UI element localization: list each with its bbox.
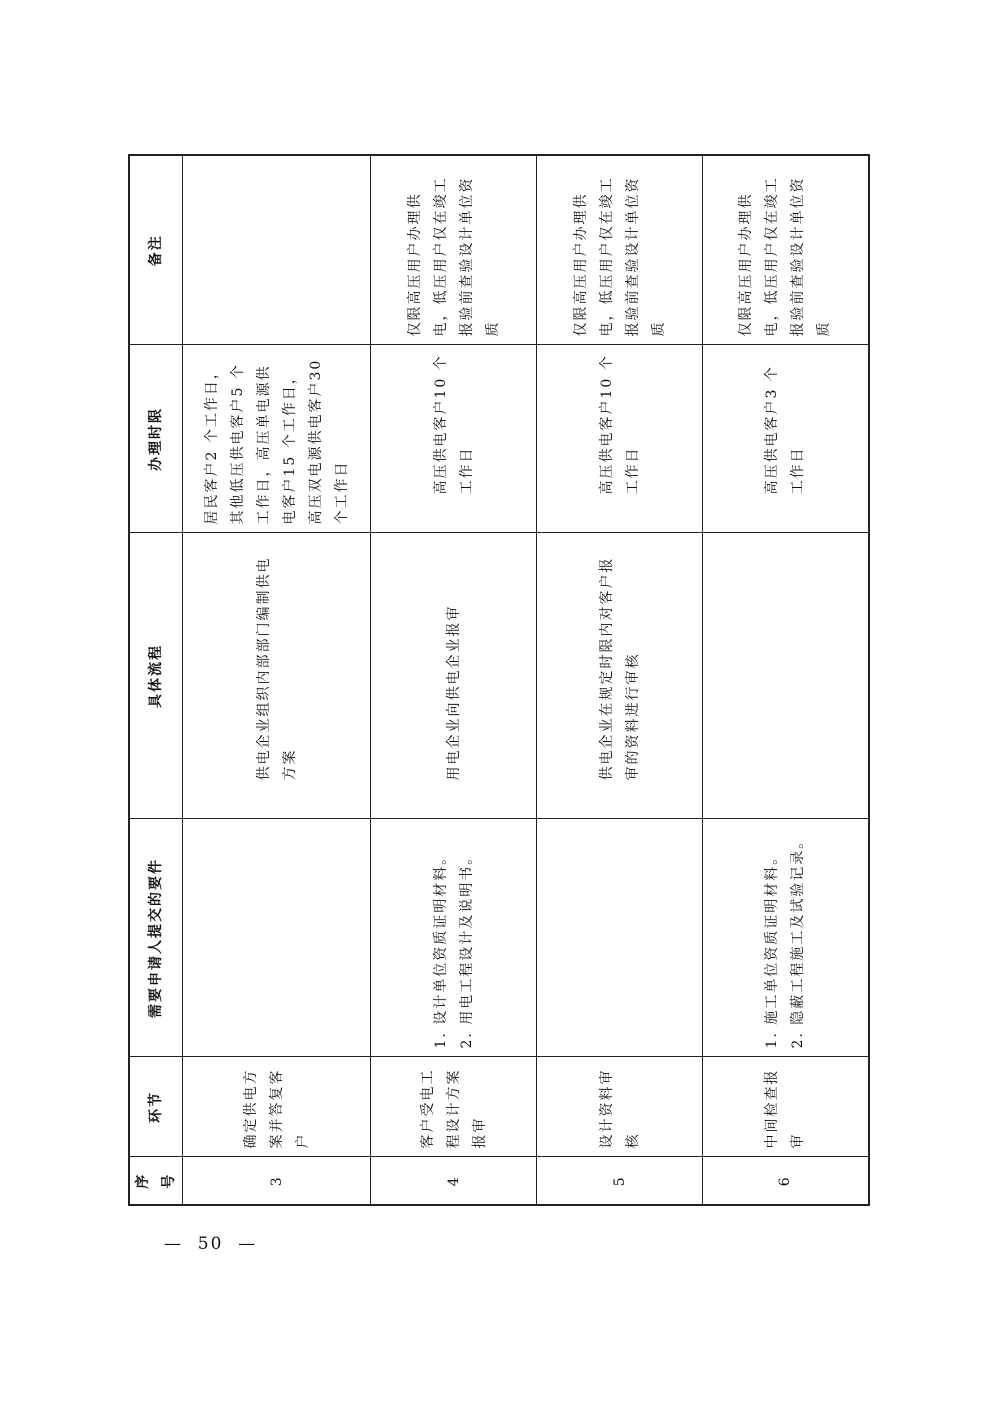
header-process: 具体流程 [129, 533, 183, 819]
cell-seq: 4 [371, 1157, 537, 1205]
rotated-table-container [128, 156, 860, 1206]
cell-seq: 5 [537, 1157, 703, 1205]
cell-materials [371, 819, 537, 1057]
cell-process: 用电企业向供电企业报审 [371, 533, 537, 819]
cell-time-limit: 高压供电客户10 个工作日 [371, 345, 537, 533]
table-row [371, 155, 537, 1205]
cell-remarks: 仅限高压用户办理供电，低压用户仅在竣工报验前查验设计单位资质 [371, 155, 537, 345]
table-row [537, 155, 703, 1205]
header-materials: 需要申请人提交的要件 [129, 819, 183, 1057]
cell-process: 供电企业组织内部部门编制供电方案 [183, 533, 371, 819]
cell-stage: 设计资料审核 [537, 1057, 703, 1157]
cell-materials [703, 819, 869, 1057]
cell-time-limit: 居民客户2 个工作日，其他低压供电客户5 个工作日，高压单电源供电客户15 个工作日，高压双电源供电客户30 个工作日 [183, 345, 371, 533]
cell-materials [183, 819, 371, 1057]
material-item: 1. 设计单位资质证明材料。 [432, 848, 449, 1049]
material-item: 2. 用电工程设计及说明书。 [458, 848, 475, 1049]
cell-remarks: 仅限高压用户办理供电，低压用户仅在竣工报验前查验设计单位资质 [703, 155, 869, 345]
header-stage: 环节 [129, 1057, 183, 1157]
cell-remarks: 仅限高压用户办理供电，低压用户仅在竣工报验前查验设计单位资质 [537, 155, 703, 345]
cell-stage: 确定供电方案并答复客户 [183, 1057, 371, 1157]
material-item: 1. 施工单位资质证明材料。 [764, 848, 781, 1049]
cell-remarks [183, 155, 371, 345]
table-header-row [129, 155, 183, 1205]
table-row [183, 155, 371, 1205]
process-table [128, 154, 870, 1206]
cell-materials [537, 819, 703, 1057]
header-time-limit: 办理时限 [129, 345, 183, 533]
material-item: 2. 隐蔽工程施工及试验记录。 [790, 832, 807, 1049]
page-number: — 50 — [164, 1234, 258, 1254]
cell-seq: 3 [183, 1157, 371, 1205]
cell-time-limit: 高压供电客户3 个工作日 [703, 345, 869, 533]
cell-stage: 中间检查报审 [703, 1057, 869, 1157]
cell-process [703, 533, 869, 819]
cell-time-limit: 高压供电客户10 个工作日 [537, 345, 703, 533]
header-remarks: 备注 [129, 155, 183, 345]
table-row [703, 155, 869, 1205]
cell-stage: 客户受电工程设计方案报审 [371, 1057, 537, 1157]
cell-process: 供电企业在规定时限内对客户报审的资料进行审核 [537, 533, 703, 819]
cell-seq: 6 [703, 1157, 869, 1205]
header-seq: 序号 [129, 1157, 183, 1205]
